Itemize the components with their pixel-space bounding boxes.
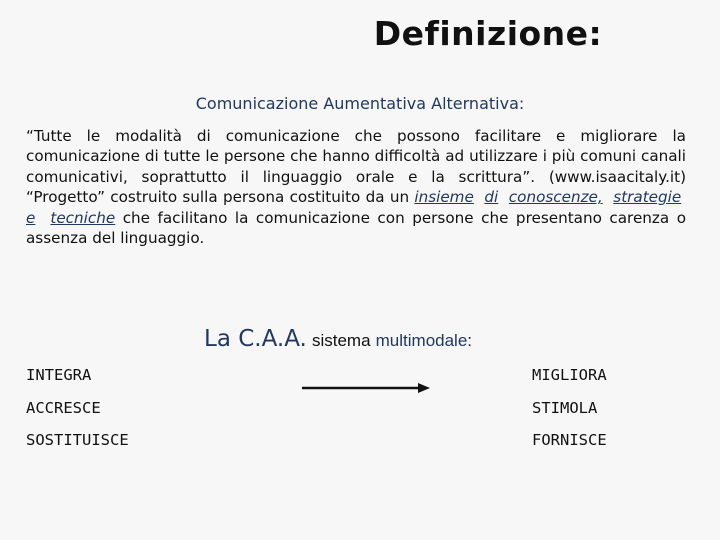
definition-text-part2: che facilitano la comunicazione con persone che presentano carenza o assenza del linguaggio. <box>26 208 686 248</box>
verb-right-1: MIGLIORA <box>532 366 607 384</box>
link-conoscenze[interactable]: conoscenze, <box>508 188 603 207</box>
caa-multimodale: multimodale <box>375 331 468 350</box>
verb-left-2: ACCRESCE <box>26 399 101 417</box>
slide-subtitle: Comunicazione Aumentativa Alternativa: <box>195 94 525 113</box>
caa-colon: : <box>467 331 473 350</box>
slide-title: Definizione: <box>373 14 603 53</box>
link-tecniche[interactable]: tecniche <box>50 208 116 227</box>
caa-heading <box>204 326 472 352</box>
link-insieme[interactable]: insieme <box>414 188 474 207</box>
link-strategie[interactable]: strategie <box>613 188 682 207</box>
verb-right-2: STIMOLA <box>532 399 598 417</box>
link-e[interactable]: e <box>26 208 36 227</box>
right-arrow-icon <box>300 380 435 396</box>
verb-right-3: FORNISCE <box>532 431 607 449</box>
verb-left-3: SOSTITUISCE <box>26 431 129 449</box>
link-di[interactable]: di <box>484 188 499 207</box>
definition-paragraph <box>26 126 686 248</box>
definition-text-part1: “Tutte le modalità di comunicazione che possono facilitare e migliorare la comunicazione di tutte le persone che hanno difficoltà ad utilizzare i più comuni canali comunicativi, soprattutto il linguaggio orale e la scrittura”. (www.isaacitaly.it) “Progetto” costruito sulla persona costituito da un <box>26 127 686 207</box>
verb-left-1: INTEGRA <box>26 366 92 384</box>
caa-label: La C.A.A. <box>204 326 307 352</box>
caa-sistema: sistema <box>311 331 371 350</box>
